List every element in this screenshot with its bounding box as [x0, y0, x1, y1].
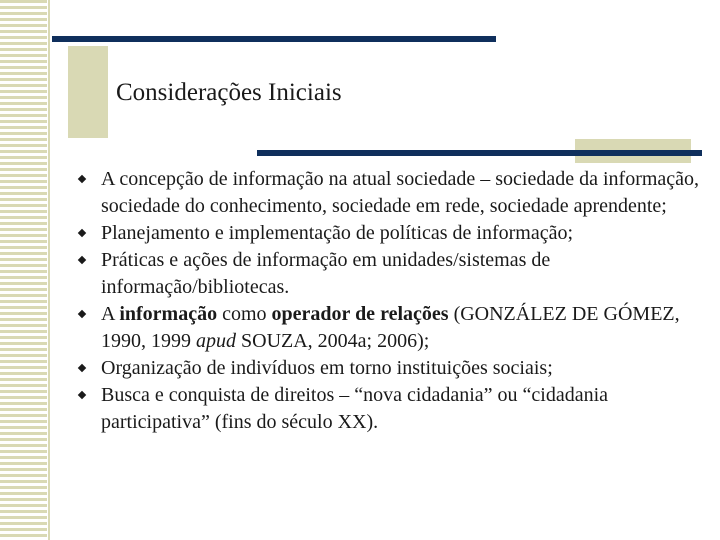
bullet-item: [77, 301, 707, 355]
bullet-list: [77, 166, 707, 436]
diamond-bullet-icon: [78, 391, 86, 399]
bullet-text: como: [217, 303, 272, 325]
bullet-text: A concepção de informação na atual sociedade – sociedade da informação, sociedade do conhecimento, sociedade em rede, sociedade aprendente;: [101, 168, 700, 217]
bullet-item: [77, 166, 707, 220]
bullet-text: (GONZÁLEZ DE GÓMEZ, 1990, 1999: [101, 303, 680, 352]
bullet-text: Organização de indivíduos em torno instituições sociais;: [101, 357, 553, 379]
title-rule-bottom: [257, 150, 702, 156]
bullet-item: [77, 382, 707, 436]
diamond-bullet-icon: [78, 256, 86, 264]
bullet-item: [77, 247, 707, 301]
bullet-text: Planejamento e implementação de políticas de informação;: [101, 222, 574, 244]
diamond-bullet-icon: [78, 364, 86, 372]
bullet-text: SOUZA, 2004a; 2006);: [236, 330, 430, 352]
bullet-text: informação: [119, 303, 218, 325]
bullet-text: operador de relações: [271, 303, 449, 325]
bullet-text: Práticas e ações de informação em unidades/sistemas de informação/bibliotecas.: [101, 249, 551, 298]
bullet-text: apud: [196, 330, 236, 352]
bullet-item: [77, 355, 707, 382]
diamond-bullet-icon: [78, 229, 86, 237]
bullet-item: [77, 220, 707, 247]
diamond-bullet-icon: [78, 310, 86, 318]
diamond-bullet-icon: [78, 175, 86, 183]
decorative-stripes: [0, 0, 50, 540]
bullet-text: A: [101, 303, 120, 325]
slide-title: Considerações Iniciais: [116, 79, 342, 106]
bullet-text: Busca e conquista de direitos – “nova cidadania” ou “cidadania participativa” (fins do século XX).: [101, 384, 609, 433]
decorative-block-left: [68, 46, 108, 138]
title-rule-top: [52, 36, 496, 42]
